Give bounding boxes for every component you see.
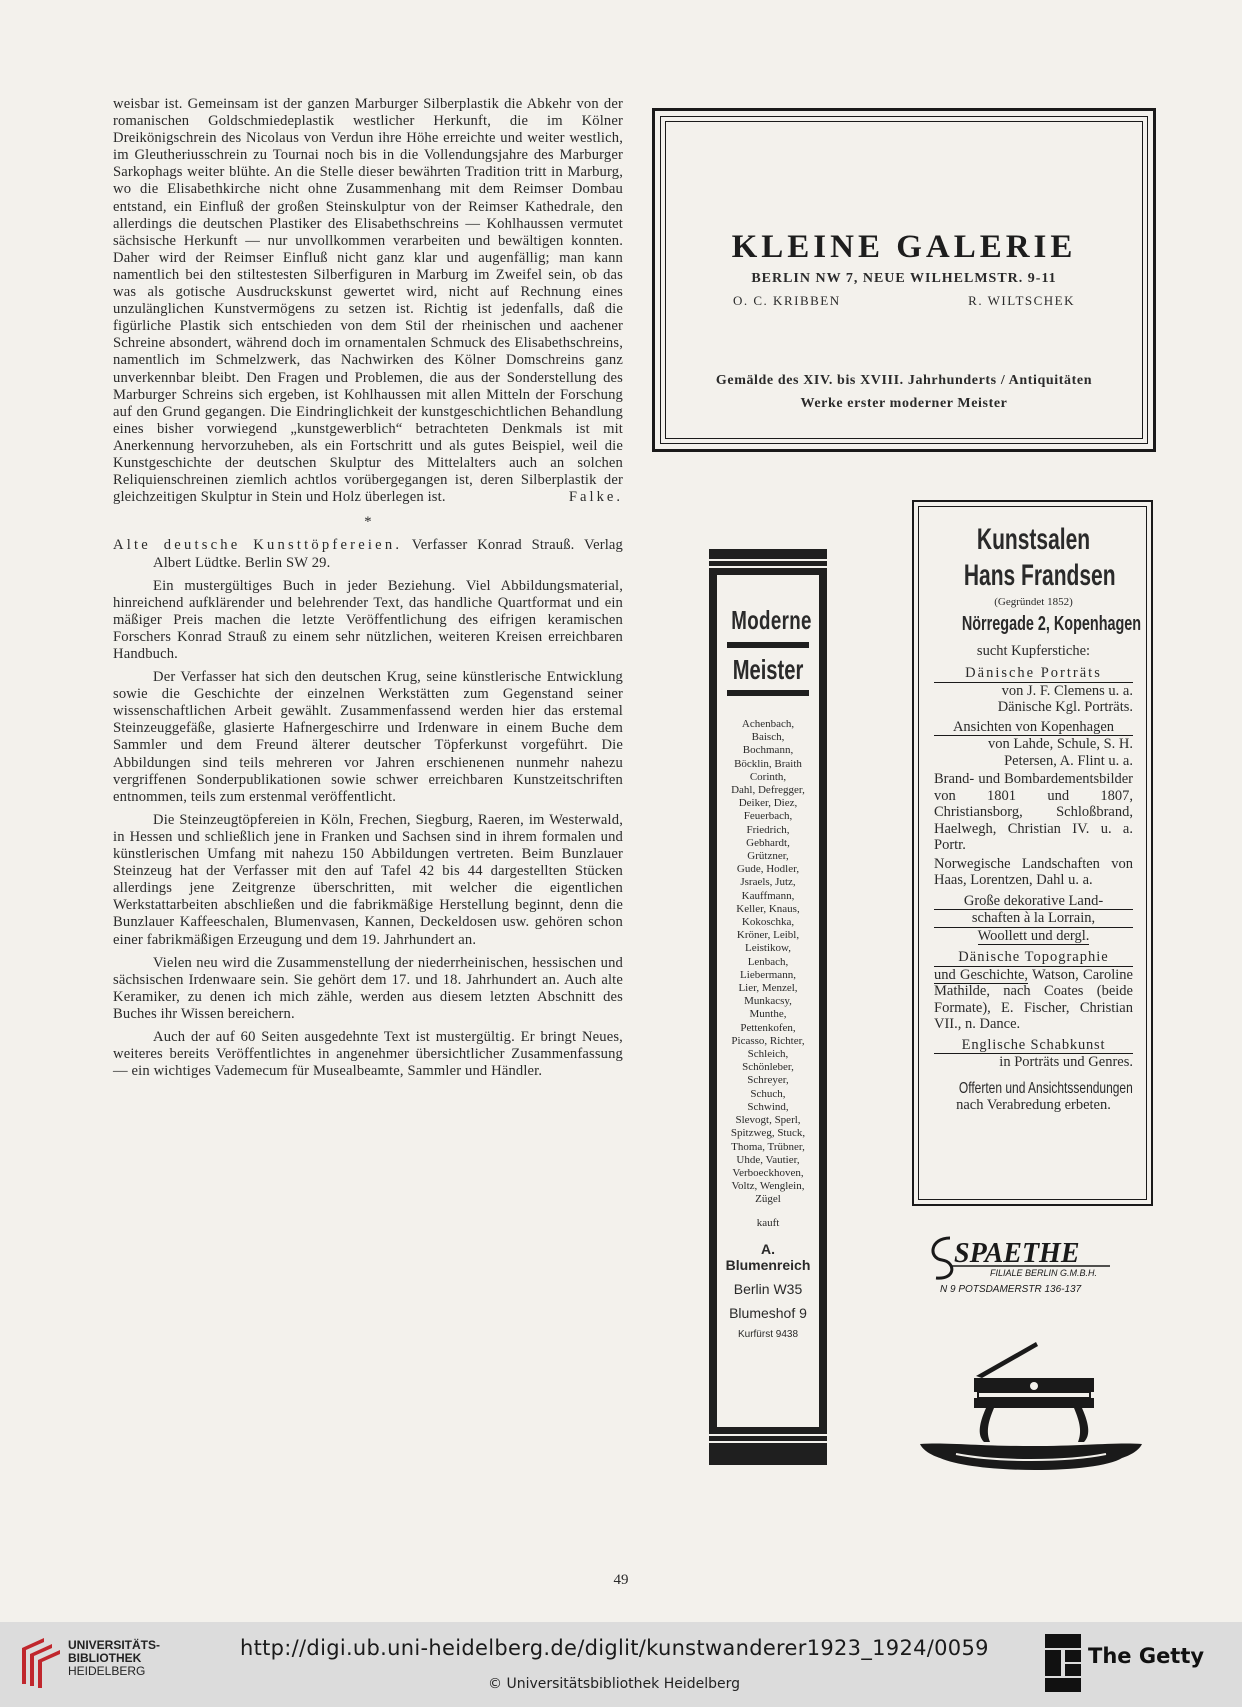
artist-name: Gude, Hodler, (736, 863, 800, 876)
artist-name: Kröner, Leibl, (736, 929, 800, 942)
paragraph-marburg: weisbar ist. Gemeinsam ist der ganzen Marburger Silberplastik die Abkehr von der romanischen Goldschmiedeplastik westlicher Herkunft, die im Kölner Dreikönigschrein des Nicolaus von Verdun ihre Höhe erreichte und weiter westlich, im Gleutheriusschrein zu Tournai noch bis in die Vollendungsjahre des Marburger Sarkophags weiter blühte. An die Stelle dieser bewährten Tradition tritt in Marburg, wo die Elisabethkirche nicht ohne Zusammenhang mit dem Reimser Dombau entstand, ein Einfluß der großen Steinskulptur von der Reimser Kathedrale, den allerdings die deutschen Plastiker des Elisabethschreins — Kohlhaussen vermutet sächsische Herkunft — nur unvollkommen verarbeiten und bewältigen konnten. Daher wird der Reimser Einfluß nicht ganz klar und augenfällig; man kann namentlich bei den stiltestesten Silberfiguren in Marburg im Zweifel sein, ob das was als gotische Ausdruckskunst gewertet wird, nicht auf Rechnung eines unzulänglichen Kunstvermögens zu setzen ist. Richtig ist jedenfalls, daß die figürliche Plastik sich entschieden von dem Stil der rheinischen und aachener Schreine absondert, während doch im ornamentalen Schmuck des Elisabethschreins, namentlich im Schmelzwerk, das Nachwirken des Kölner Domschreins ganz unverkennbar bleibt. Den Fragen und Problemen, die aus der Sonderstellung des Marburger Schreins sich ergeben, ist Kohlhaussen mit allen Mitteln der Forschung auf den Grund gegangen. Die Eindringlichkeit der kunstgeschichtlichen Behandlung eines bisher vorwiegend „kunstgewerblich“ betrachteten Denkmals ist mit Anerkennung hervorzuheben, als ein Fortschritt und als gutes Beispiel, weil die Kunstgeschichte der deutschen Skulptur des Mittelalters auch an solchen Reliquienschreinen ziemlich achtlos vorübergegangen ist, deren Silberplastik der gleichzeitigen Skulptur in Stein und Holz überlegen ist. (113, 96, 623, 506)
heading-topographie: Dänische Topographie (934, 949, 1133, 967)
paragraph-2: Der Verfasser hat sich den deutschen Krug, seine künstlerische Entwicklung sowie die Geschichte der einzelnen Werkstätten zum Gegenstand seiner wissenschaftlichen Arbeit gewählt. Zusammenfassend werden hier das erstemal Steinzeuggefäße, glasierte Hafnergeschirre und Irdenware in einem Buche dem Sammler und dem Freund älterer deutscher Töpferkunst vorgeführt. Die Abbildungen sind teils mehreren vor Jahren erschienenen nunmehr nahezu vergriffenen Sonderpublikationen sowie schwer erreichbaren Kunstzeitschriften entnommen, teils zum erstenmal veröffentlicht. (113, 669, 623, 805)
artist-name: Kokoschka, (741, 916, 795, 929)
artist-name: Lenbach, (747, 955, 789, 968)
getty-logo-icon (1045, 1634, 1081, 1694)
footer-bar (0, 1622, 1242, 1707)
artist-name: Achenbach, (741, 718, 795, 730)
artist-name: Baisch, (751, 731, 785, 744)
artist-name: Thoma, Trübner, (731, 1140, 805, 1153)
artist-name: Böcklin, Braith (734, 757, 802, 770)
frandsen-offer-2: nach Verabredung erbeten. (956, 1097, 1111, 1113)
artist-name: Zügel (755, 1193, 781, 1206)
piano-illustration (916, 1336, 1146, 1476)
artist-name: Bochmann, (742, 744, 794, 757)
frandsen-line2: Hans Frandsen (963, 559, 1116, 592)
artist-list (721, 718, 815, 1207)
galerie-owners (733, 293, 1075, 309)
section-separator: * (364, 514, 372, 531)
meister-city: Berlin W35 (733, 1280, 803, 1297)
galerie-line1: Gemälde des XIV. bis XVIII. Jahrhunderts / Antiquitäten (715, 373, 1093, 388)
signature-falke: Falke. (568, 489, 623, 506)
artist-name: Schuch, (750, 1087, 786, 1100)
review-publisher: Verfasser Konrad Strauß. Verlag Albert Lüdtke. Berlin SW 29. (153, 537, 624, 571)
text-genres: in Porträts und Genres. (999, 1054, 1133, 1070)
artist-name: Kauffmann, (741, 889, 795, 902)
meister-phone: Kurfürst 9438 (737, 1328, 799, 1340)
frandsen-founded: (Gegründet 1852) (994, 596, 1073, 608)
artist-name: Voltz, Wenglein, (731, 1180, 805, 1193)
spaethe-logo (920, 1228, 1140, 1298)
text-lahde: von Lahde, Schule, S. H. (988, 736, 1133, 752)
paragraph-4: Vielen neu wird die Zusammenstellung der niederrheinischen, hessischen und sächsischen Irdenwaare sein. Sie gehört dem 17. und 18. Jahrhundert an. Auch alte Keramiker, zu denen ich mich zähle, werden aus diesem letzten Abschnitt des Buches ihr Wissen bereichern. (113, 954, 623, 1022)
university-name (68, 1639, 160, 1678)
text-watson: Watson, Caroline Mathilde, nach Coates (beide Formate), E. Fischer, Christian VII., n. Dance. (934, 966, 1133, 1032)
artist-name: Verboeckhoven, (732, 1166, 804, 1179)
paragraph-5: Auch der auf 60 Seiten ausgedehnte Text ist mustergültig. Er bringt Neues, weiteres bereits Veröffentlichtes in angenehmer übersichtlicher Zusammenfassung — ein wichtiges Vademecum für Musealbeamte, Sammler und Händler. (113, 1028, 623, 1080)
frandsen-seeks: sucht Kupferstiche: (976, 642, 1091, 659)
galerie-title: KLEINE GALERIE (731, 229, 1077, 265)
artist-name: Liebermann, (740, 968, 796, 981)
artist-name: Gebhardt, (746, 836, 790, 849)
spaethe-address: N 9 POTSDAMERSTR 136-137 (940, 1284, 1082, 1295)
meister-title-1: Moderne (731, 605, 812, 635)
artist-name: Feuerbach, (743, 810, 793, 823)
heading-landschaften-2: schaften à la Lorrain, (934, 910, 1133, 928)
spaethe-name: SPAETHE (954, 1238, 1080, 1269)
review-heading (113, 537, 623, 571)
heading-kopenhagen: Ansichten von Kopenhagen (934, 719, 1133, 737)
frandsen-line1: Kunstsalen (976, 523, 1091, 556)
artist-name: Keller, Knaus, (736, 902, 800, 915)
permalink-url[interactable]: http://digi.ub.uni-heidelberg.de/diglit/kunstwanderer1923_1924/0059 (240, 1636, 989, 1660)
artist-name: Leistikow, (744, 942, 792, 955)
owner-left: O. C. KRIBBEN (733, 293, 841, 308)
uni-line2: BIBLIOTHEK (68, 1651, 142, 1665)
artist-name: Schwind, (747, 1100, 789, 1113)
heading-geschichte: und Geschichte, (934, 966, 1029, 983)
artist-name: Schleich, (747, 1048, 789, 1061)
artist-name: Spitzweg, Stuck, (730, 1127, 806, 1140)
artist-name: Grützner, (747, 850, 789, 863)
text-geschichte (934, 967, 1133, 1033)
text-petersen: Petersen, A. Flint u. a. (1004, 752, 1133, 769)
artist-name: Munthe, (749, 1008, 787, 1021)
getty-name: The Getty (1088, 1644, 1205, 1668)
paragraph-1: Ein mustergültiges Buch in jeder Beziehung. Viel Abbildungsmaterial, hinreichend aufklärender und belehrender Text, das handliche Quartformat und ein mäßiger Preis machen die letzte Veröffentlichung des eifrigen keramischen Forschers Konrad Strauß zu einem sehr nützlichen, weiteren Kreisen erreichbaren Handbuch. (113, 577, 623, 662)
uni-line1: UNIVERSITÄTS- (68, 1638, 161, 1652)
artist-name: Friedrich, (746, 823, 790, 836)
artist-name: Jsraels, Jutz, (740, 876, 796, 889)
review-title: Alte deutsche Kunsttöpfereien. (113, 537, 403, 554)
ad-kleine-galerie (652, 108, 1156, 452)
article-column (113, 96, 623, 1080)
heading-landschaften-1: Große dekorative Land- (934, 893, 1133, 911)
meister-title-2: Meister (732, 654, 804, 685)
artist-name: Picasso, Richter, (731, 1034, 805, 1047)
page-number: 49 (613, 1572, 629, 1588)
frandsen-address: Nörregade 2, Kopenhagen (961, 612, 1142, 635)
artist-name: Schreyer, (747, 1074, 789, 1087)
frandsen-offer: Offerten und Ansichtssendungen (958, 1079, 1133, 1097)
artist-name: Slevogt, Sperl, (735, 1114, 801, 1127)
artist-name: Dahl, Defregger, (731, 784, 805, 797)
artist-name: Lier, Menzel, (738, 982, 798, 995)
artist-name: Munkacsy, (744, 995, 792, 1008)
artist-name: Deiker, Diez, (738, 797, 798, 810)
artist-name: Uhde, Vautier, (736, 1153, 800, 1166)
text-kgl-portraets: Dänische Kgl. Porträts. (997, 699, 1133, 715)
meister-street: Blumeshof 9 (729, 1304, 807, 1321)
owner-right: R. WILTSCHEK (968, 293, 1075, 308)
galerie-line2: Werke erster moderner Meister (800, 396, 1008, 411)
galerie-address: BERLIN NW 7, NEUE WILHELMSTR. 9-11 (751, 271, 1057, 286)
heading-portraets: Dänische Porträts (934, 665, 1133, 683)
copyright-text: © Universitätsbibliothek Heidelberg (488, 1676, 741, 1692)
uni-line3: HEIDELBERG (68, 1664, 146, 1678)
text-brand: Brand- und Bombardementsbilder von 1801 und 1807, Christiansborg, Schloßbrand, Haelwegh, Christian IV. u. a. Portr. (934, 771, 1133, 853)
ad-kunstsalen-frandsen (912, 500, 1153, 1206)
artist-name: Corinth, (749, 770, 787, 783)
artist-name: Schönleber, (742, 1061, 794, 1074)
text-norwegische: Norwegische Landschaften von Haas, Lorentzen, Dahl u. a. (934, 855, 1133, 888)
university-logo-icon (14, 1634, 62, 1694)
ad-moderne-meister (709, 549, 827, 1465)
paragraph-3: Die Steinzeugtöpfereien in Köln, Frechen, Siegburg, Raeren, im Westerwald, in Hessen und schließlich jene in Franken und Sachsen sind in ihrem formalen und künstlerischen Umfang mit nahezu 150 Abbildungen vertreten. Beim Bunzlauer Steinzeug hat der Verfasser mit den auf Tafel 42 bis 44 dargestellten Stücken allerdings jene Zeitgrenze überschritten, mit welcher die eigentlichen Werkstattarbeiten abschließen und die fabrikmäßige Herstellung beginnt, denn die Bunzlauer Kaffeeschalen, Blumenvasen, Kannen, Deckeldosen usw. gehören schon einer fabrikmäßigen Erzeugung und dem 19. Jahrhundert an. (113, 811, 623, 948)
artist-name: Pettenkofen, (740, 1021, 796, 1034)
text-clemens: von J. F. Clemens u. a. (1001, 682, 1133, 699)
meister-firm: A. Blumenreich (725, 1240, 811, 1273)
heading-landschaften-3: Woollett und dergl. (977, 927, 1090, 944)
spaethe-sub: FILIALE BERLIN G.M.B.H. (990, 1268, 1098, 1278)
meister-kauft: kauft (756, 1216, 780, 1229)
heading-schabkunst: Englische Schabkunst (934, 1037, 1133, 1055)
